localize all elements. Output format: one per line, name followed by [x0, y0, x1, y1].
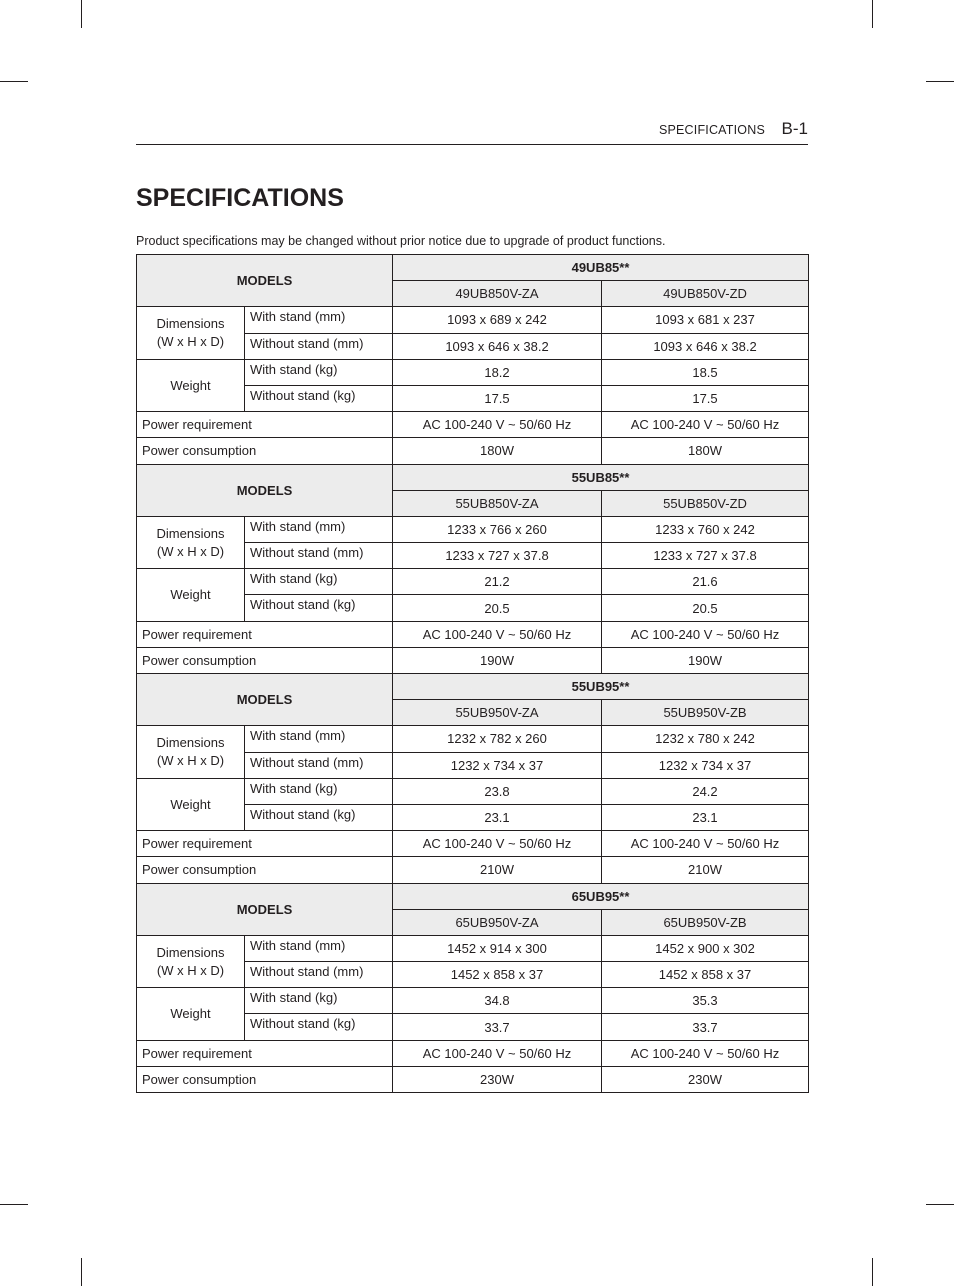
spec-value: 1093 x 646 x 38.2	[602, 333, 809, 359]
header-section-title: SPECIFICATIONS	[658, 123, 765, 137]
dimensions-label	[137, 935, 245, 987]
dimensions-unit-line: (W x H x D)	[156, 543, 225, 559]
model-name: 49UB850V-ZA	[393, 281, 602, 307]
spec-value: 1233 x 760 x 242	[602, 516, 809, 542]
dimensions-label	[137, 516, 245, 568]
power-consumption-label: Power consumption	[137, 857, 393, 883]
spec-value: 1233 x 727 x 37.8	[602, 543, 809, 569]
spec-value: 23.1	[602, 804, 809, 830]
spec-value: 20.5	[602, 595, 809, 621]
weight-label: Weight	[137, 778, 245, 830]
weight-with-stand-row	[137, 988, 809, 1014]
power-consumption-row	[137, 857, 809, 883]
spec-value: 23.8	[393, 778, 602, 804]
with-stand-mm-label: With stand (mm)	[245, 726, 393, 752]
dimensions-label-line: Dimensions	[156, 735, 225, 751]
weight-label: Weight	[137, 569, 245, 621]
weight-label: Weight	[137, 359, 245, 411]
models-label: MODELS	[137, 674, 393, 726]
dimensions-with-stand-row	[137, 516, 809, 542]
spec-value: 1232 x 734 x 37	[393, 752, 602, 778]
without-stand-mm-label: Without stand (mm)	[245, 962, 393, 988]
without-stand-kg-label: Without stand (kg)	[245, 595, 393, 621]
dimensions-with-stand-row	[137, 935, 809, 961]
model-name: 65UB950V-ZA	[393, 909, 602, 935]
weight-with-stand-row	[137, 359, 809, 385]
running-header	[136, 118, 808, 145]
weight-with-stand-row	[137, 569, 809, 595]
dimensions-label-line: Dimensions	[156, 525, 225, 541]
crop-mark	[81, 0, 82, 28]
spec-value: 190W	[393, 647, 602, 673]
without-stand-mm-label: Without stand (mm)	[245, 752, 393, 778]
power-requirement-label: Power requirement	[137, 621, 393, 647]
spec-value: 1452 x 858 x 37	[602, 962, 809, 988]
spec-value: AC 100-240 V ~ 50/60 Hz	[602, 831, 809, 857]
dimensions-label-line: Dimensions	[156, 944, 225, 960]
without-stand-kg-label: Without stand (kg)	[245, 804, 393, 830]
spec-value: 1232 x 782 x 260	[393, 726, 602, 752]
specifications-note: Product specifications may be changed without prior notice due to upgrade of product functions.	[136, 234, 666, 248]
spec-value: 1232 x 734 x 37	[602, 752, 809, 778]
power-requirement-label: Power requirement	[137, 831, 393, 857]
power-consumption-row	[137, 647, 809, 673]
model-name: 49UB850V-ZD	[602, 281, 809, 307]
with-stand-mm-label: With stand (mm)	[245, 307, 393, 333]
crop-mark	[872, 0, 873, 28]
spec-value: 21.2	[393, 569, 602, 595]
spec-value: 34.8	[393, 988, 602, 1014]
models-label: MODELS	[137, 464, 393, 516]
model-name: 55UB950V-ZA	[393, 700, 602, 726]
dimensions-label-line: Dimensions	[156, 316, 225, 332]
power-requirement-row	[137, 831, 809, 857]
spec-value: 230W	[602, 1066, 809, 1092]
spec-value: 180W	[602, 438, 809, 464]
spec-value: 24.2	[602, 778, 809, 804]
spec-value: 230W	[393, 1066, 602, 1092]
spec-value: 180W	[393, 438, 602, 464]
with-stand-kg-label: With stand (kg)	[245, 569, 393, 595]
power-requirement-label: Power requirement	[137, 1040, 393, 1066]
page-number: B-1	[781, 119, 808, 138]
spec-value: 1093 x 646 x 38.2	[393, 333, 602, 359]
spec-value: 1232 x 780 x 242	[602, 726, 809, 752]
spec-value: AC 100-240 V ~ 50/60 Hz	[602, 1040, 809, 1066]
spec-value: 1093 x 689 x 242	[393, 307, 602, 333]
with-stand-kg-label: With stand (kg)	[245, 778, 393, 804]
page-title: SPECIFICATIONS	[136, 184, 344, 212]
model-name: 55UB950V-ZB	[602, 700, 809, 726]
spec-value: 1233 x 766 x 260	[393, 516, 602, 542]
crop-mark	[0, 1204, 28, 1205]
model-name: 55UB850V-ZD	[602, 490, 809, 516]
dimensions-unit-line: (W x H x D)	[156, 334, 225, 350]
spec-value: AC 100-240 V ~ 50/60 Hz	[393, 621, 602, 647]
models-label: MODELS	[137, 883, 393, 935]
with-stand-mm-label: With stand (mm)	[245, 516, 393, 542]
power-consumption-row	[137, 1066, 809, 1092]
spec-value: AC 100-240 V ~ 50/60 Hz	[393, 831, 602, 857]
spec-value: AC 100-240 V ~ 50/60 Hz	[602, 621, 809, 647]
spec-value: 17.5	[602, 385, 809, 411]
power-consumption-label: Power consumption	[137, 1066, 393, 1092]
spec-value: 1093 x 681 x 237	[602, 307, 809, 333]
series-name: 49UB85**	[393, 255, 809, 281]
spec-value: 210W	[393, 857, 602, 883]
models-header-row	[137, 464, 809, 490]
power-consumption-label: Power consumption	[137, 647, 393, 673]
models-header-row	[137, 674, 809, 700]
spec-value: 21.6	[602, 569, 809, 595]
power-consumption-label: Power consumption	[137, 438, 393, 464]
power-requirement-label: Power requirement	[137, 412, 393, 438]
models-header-row	[137, 255, 809, 281]
spec-value: 23.1	[393, 804, 602, 830]
series-name: 65UB95**	[393, 883, 809, 909]
dimensions-unit-line: (W x H x D)	[156, 962, 225, 978]
spec-value: AC 100-240 V ~ 50/60 Hz	[602, 412, 809, 438]
dimensions-with-stand-row	[137, 307, 809, 333]
with-stand-kg-label: With stand (kg)	[245, 359, 393, 385]
spec-value: 35.3	[602, 988, 809, 1014]
with-stand-mm-label: With stand (mm)	[245, 935, 393, 961]
dimensions-with-stand-row	[137, 726, 809, 752]
spec-value: 33.7	[602, 1014, 809, 1040]
without-stand-kg-label: Without stand (kg)	[245, 385, 393, 411]
series-name: 55UB85**	[393, 464, 809, 490]
spec-value: AC 100-240 V ~ 50/60 Hz	[393, 412, 602, 438]
power-consumption-row	[137, 438, 809, 464]
power-requirement-row	[137, 412, 809, 438]
spec-value: 190W	[602, 647, 809, 673]
models-label: MODELS	[137, 255, 393, 307]
without-stand-mm-label: Without stand (mm)	[245, 543, 393, 569]
spec-value: 210W	[602, 857, 809, 883]
dimensions-label	[137, 307, 245, 359]
crop-mark	[926, 1204, 954, 1205]
spec-value: 1452 x 914 x 300	[393, 935, 602, 961]
crop-mark	[926, 81, 954, 82]
crop-mark	[872, 1258, 873, 1286]
spec-value: 33.7	[393, 1014, 602, 1040]
spec-value: 18.2	[393, 359, 602, 385]
spec-value: AC 100-240 V ~ 50/60 Hz	[393, 1040, 602, 1066]
spec-value: 1233 x 727 x 37.8	[393, 543, 602, 569]
spec-value: 17.5	[393, 385, 602, 411]
specifications-table	[136, 254, 809, 1093]
model-name: 55UB850V-ZA	[393, 490, 602, 516]
crop-mark	[0, 81, 28, 82]
spec-value: 1452 x 900 x 302	[602, 935, 809, 961]
without-stand-mm-label: Without stand (mm)	[245, 333, 393, 359]
series-name: 55UB95**	[393, 674, 809, 700]
power-requirement-row	[137, 1040, 809, 1066]
spec-value: 18.5	[602, 359, 809, 385]
weight-with-stand-row	[137, 778, 809, 804]
weight-label: Weight	[137, 988, 245, 1040]
without-stand-kg-label: Without stand (kg)	[245, 1014, 393, 1040]
spec-value: 20.5	[393, 595, 602, 621]
model-name: 65UB950V-ZB	[602, 909, 809, 935]
power-requirement-row	[137, 621, 809, 647]
crop-mark	[81, 1258, 82, 1286]
spec-value: 1452 x 858 x 37	[393, 962, 602, 988]
with-stand-kg-label: With stand (kg)	[245, 988, 393, 1014]
models-header-row	[137, 883, 809, 909]
dimensions-unit-line: (W x H x D)	[156, 753, 225, 769]
dimensions-label	[137, 726, 245, 778]
